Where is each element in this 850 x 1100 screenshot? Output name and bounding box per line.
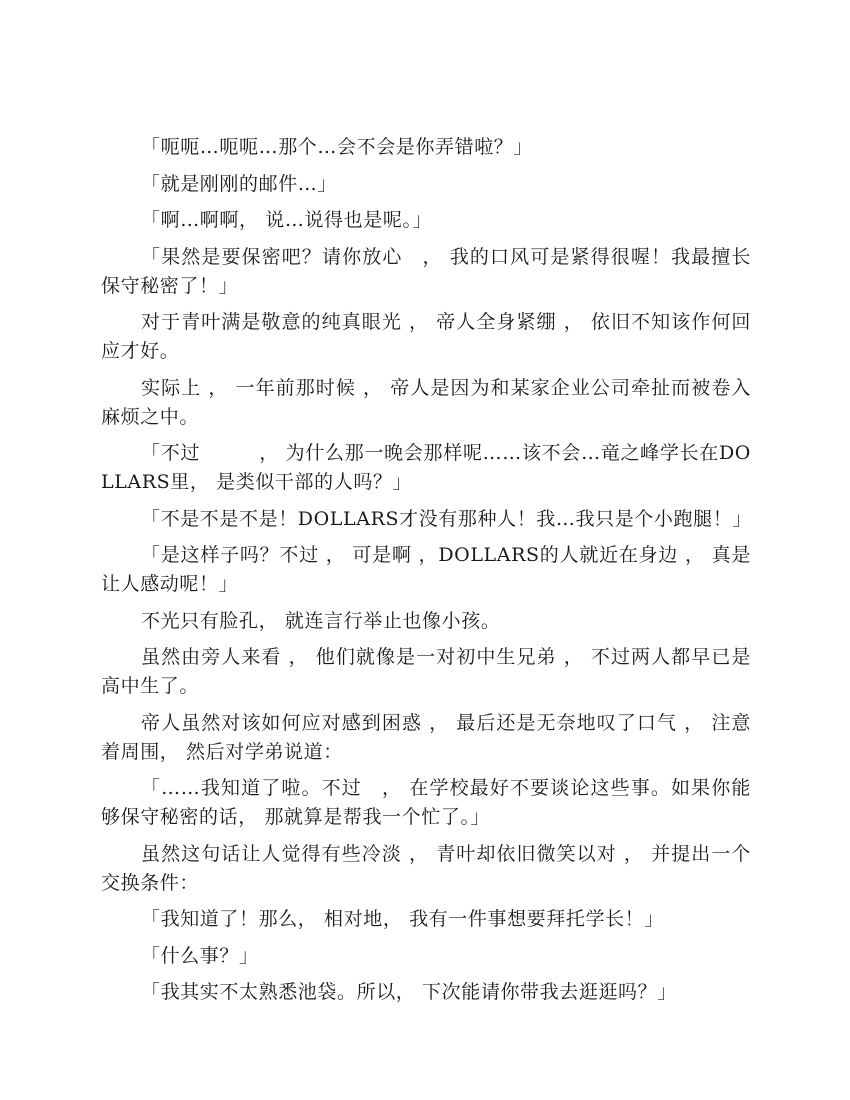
paragraph-16: 「什么事？」: [141, 944, 259, 967]
paragraph-14: 虽然这句话让人觉得有些冷淡 ， 青叶却依旧微笑以对 ， 并提出一个交换条件：: [101, 842, 751, 894]
paragraph-3: 「啊…啊啊， 说…说得也是呢。」: [141, 209, 433, 231]
paragraph-17: 「我其实不太熟悉池袋。所以， 下次能请你带我去逛逛吗？」: [141, 981, 677, 1003]
paragraph-8: 「不是不是不是！DOLLARS才没有那种人！我…我只是个小跑腿！」: [141, 507, 752, 530]
paragraph-6: 实际上 ， 一年前那时候 ， 帝人是因为和某家企业公司牵扯而被卷入麻烦之中。: [101, 376, 751, 428]
paragraph-15: 「我知道了！那么， 相对地， 我有一件事想要拜托学长！」: [141, 908, 664, 930]
paragraph-5: 对于青叶满是敬意的纯真眼光 ， 帝人全身紧绷 ， 依旧不知该作何回应才好。: [101, 311, 751, 362]
paragraph-10: 不光只有脸孔， 就连言行举止也像小孩。: [141, 609, 501, 632]
paragraph-13: 「……我知道了啦。不过 ， 在学校最好不要谈论这些事。如果你能够保守秘密的话， 那就算是帮我一个忙了。」: [101, 777, 751, 828]
paragraph-7: 「不过 ， 为什么那一晚会那样呢……该不会…竜之峰学长在DOLLARS里， 是类似干部的人吗？」: [101, 442, 751, 493]
paragraph-2: 「就是刚刚的邮件…」: [141, 172, 338, 195]
paragraph-12: 帝人虽然对该如何应对感到困惑 ， 最后还是无奈地叹了口气 ， 注意着周围， 然后对学弟说道：: [101, 711, 751, 763]
document-page: [101, 133, 751, 1015]
paragraph-11: 虽然由旁人来看 ， 他们就像是一对初中生兄弟 ， 不过两人都早已是高中生了。: [101, 646, 751, 697]
paragraph-4: 「果然是要保密吧？请你放心 ， 我的口风可是紧得很喔！我最擅长保守秘密了！」: [101, 245, 751, 297]
paragraph-9: 「是这样子吗？不过 ， 可是啊 ，DOLLARS的人就近在身边 ， 真是让人感动呢！」: [101, 544, 751, 595]
paragraph-1: 「呃呃…呃呃…那个…会不会是你弄错啦？」: [141, 136, 534, 158]
